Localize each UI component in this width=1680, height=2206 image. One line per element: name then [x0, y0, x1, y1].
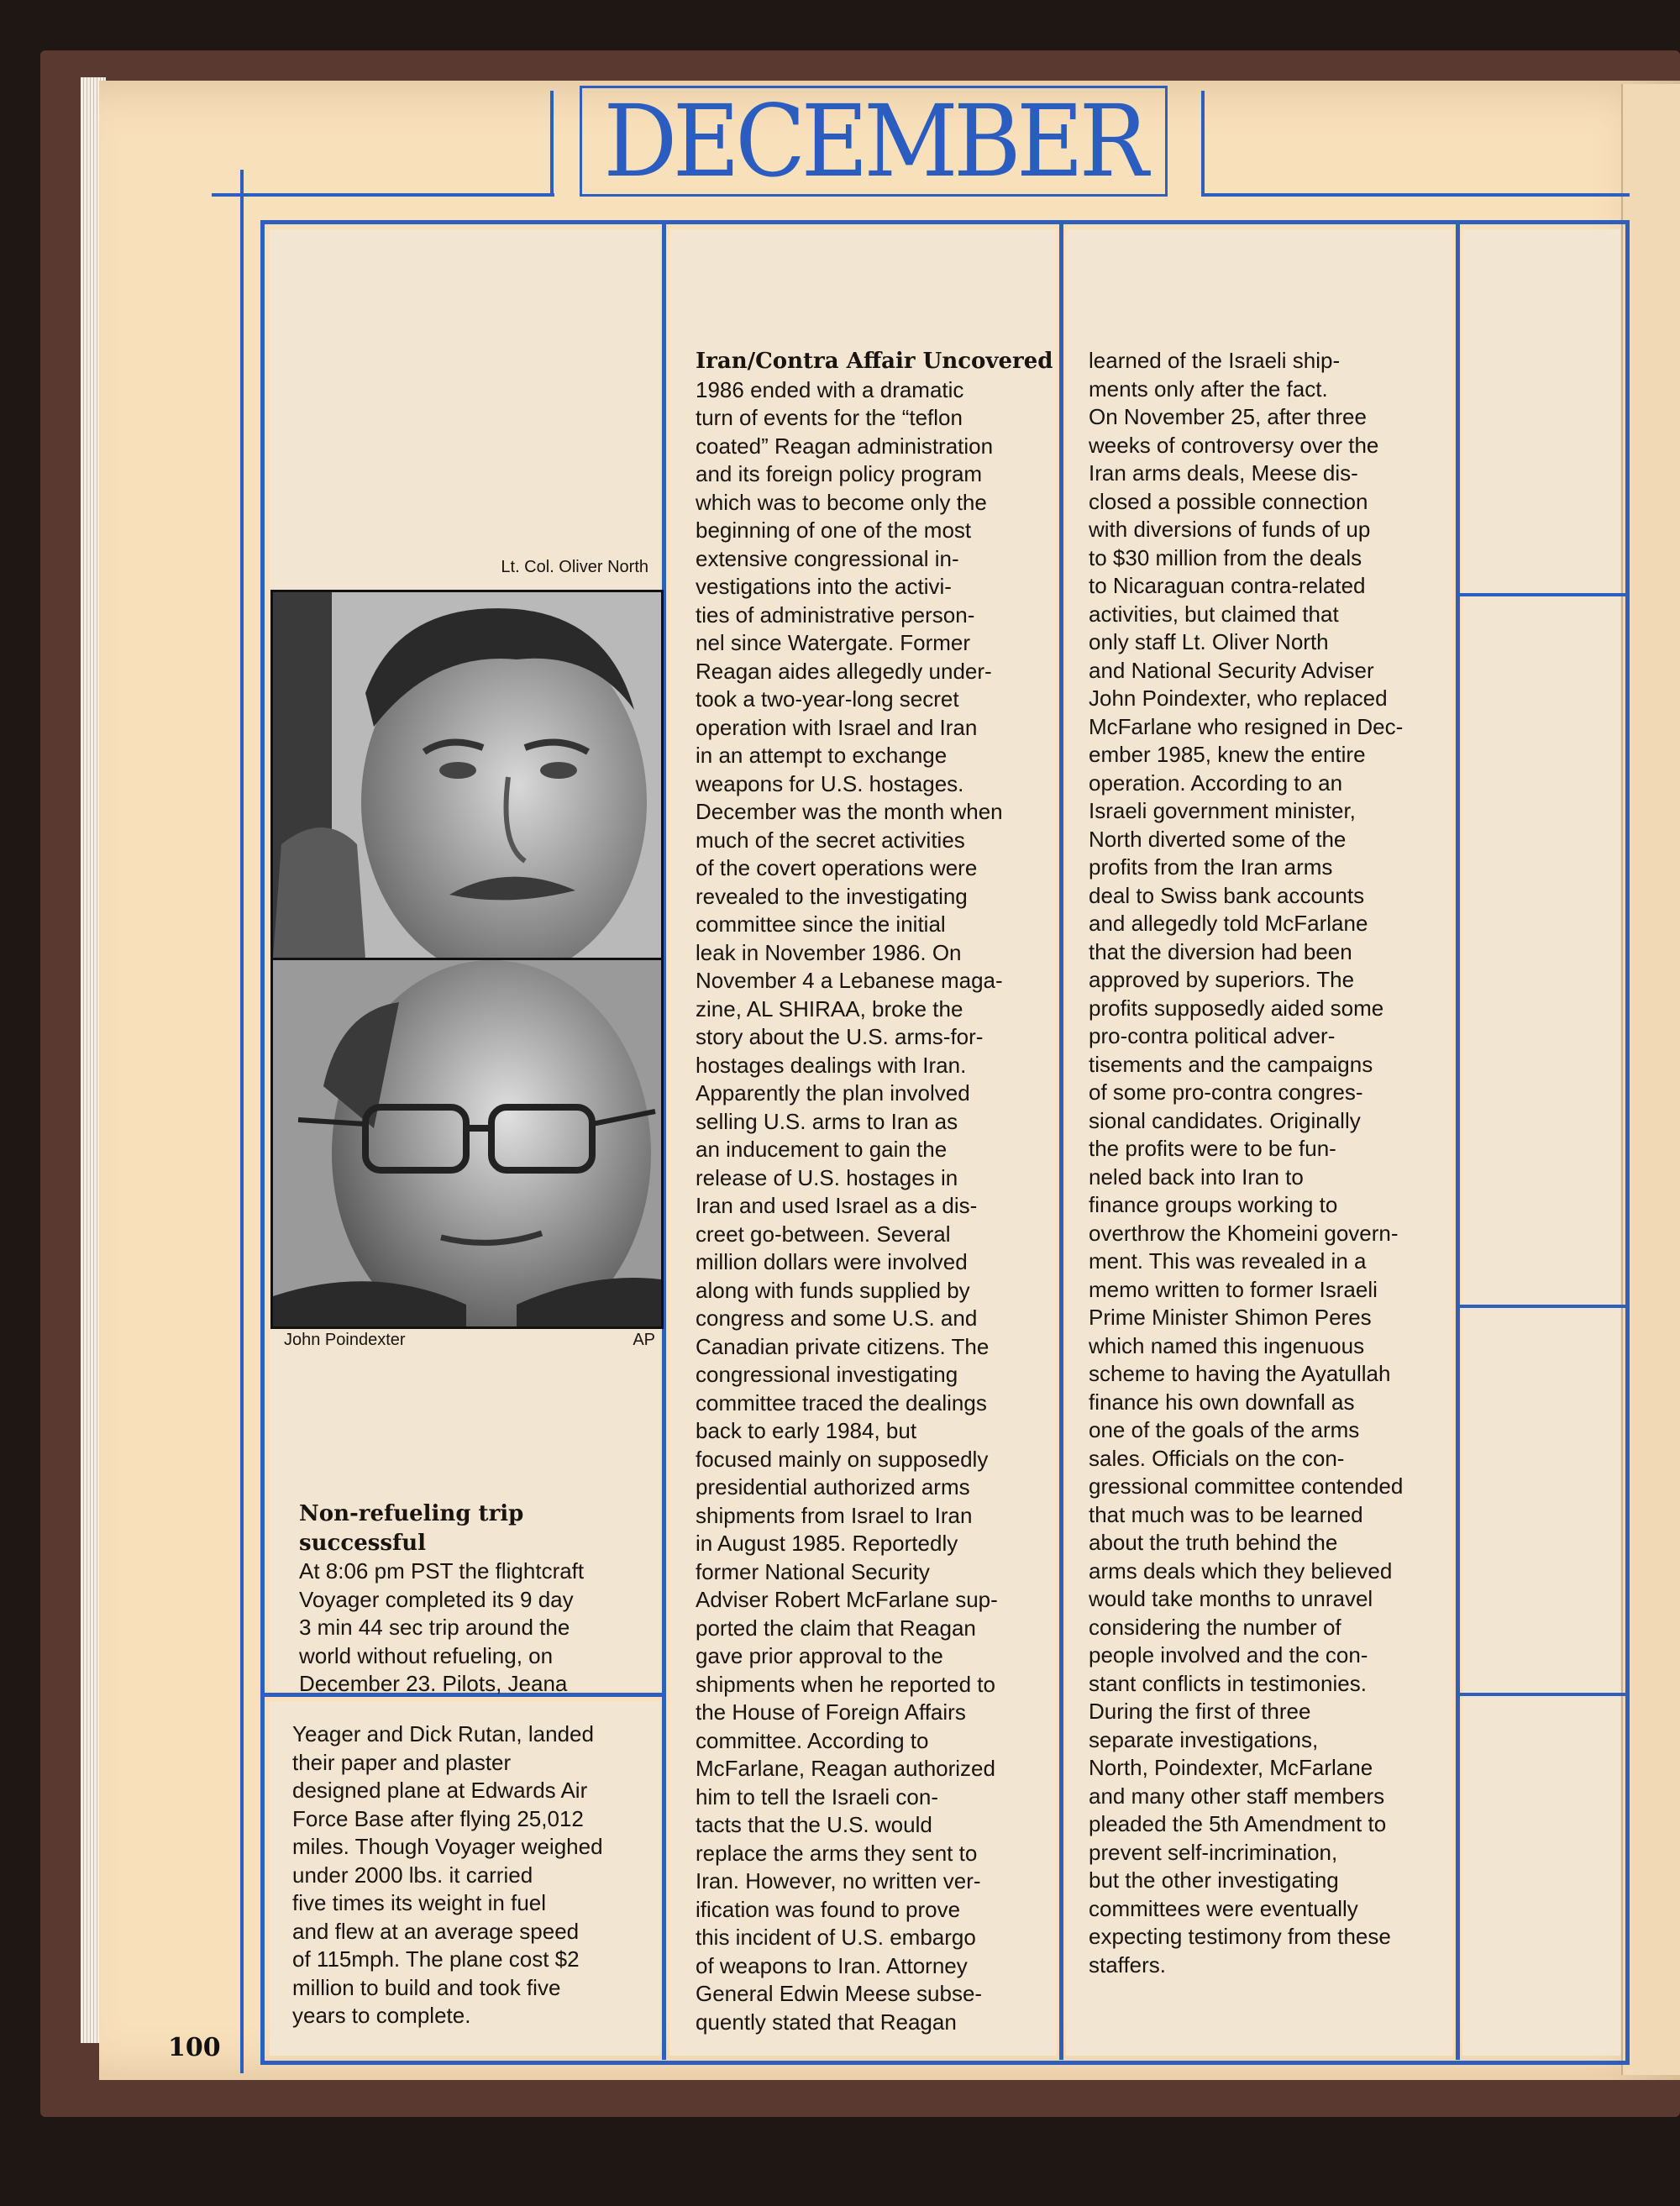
article-line: considering the number of — [1089, 1614, 1341, 1640]
article-line: John Poindexter, who replaced — [1089, 685, 1388, 711]
article-line: to Nicaraguan contra-related — [1089, 573, 1366, 598]
article-line: presidential authorized arms — [696, 1474, 970, 1500]
article-line: shipments when he reported to — [696, 1671, 995, 1697]
article-line: closed a possible connection — [1089, 488, 1368, 514]
row-divider — [1458, 1693, 1626, 1696]
voyager-line: world without refueling, on — [299, 1642, 554, 1668]
article-line: of some pro-contra congres- — [1089, 1079, 1363, 1105]
voyager-line: under 2000 lbs. it carried — [292, 1862, 533, 1888]
article-line: operation. According to an — [1089, 769, 1343, 796]
article-line: expecting testimony from these — [1089, 1924, 1391, 1949]
article-line: deal to Swiss bank accounts — [1089, 882, 1365, 908]
article-line: quently stated that Reagan — [696, 2009, 957, 2035]
voyager-line: of 115mph. The plane cost $2 — [292, 1946, 580, 1972]
article-line: Iran. However, no written ver- — [696, 1868, 981, 1893]
article-line: to $30 million from the deals — [1089, 544, 1362, 570]
article-line: release of U.S. hostages in — [696, 1164, 958, 1190]
iran-contra-headline: Iran/Contra Affair Uncovered — [696, 349, 1053, 374]
article-line: December was the month when — [696, 799, 1003, 824]
article-line: Iran and used Israel as a dis- — [696, 1193, 978, 1218]
article-line: Reagan aides allegedly under- — [696, 658, 992, 684]
article-line: memo written to former Israeli — [1089, 1276, 1378, 1302]
article-line: committee. According to — [696, 1727, 929, 1753]
article-line: ember 1985, knew the entire — [1089, 742, 1366, 767]
row-divider — [1458, 593, 1626, 596]
article-line: took a two-year-long secret — [696, 686, 959, 712]
article-line: North, Poindexter, McFarlane — [1089, 1755, 1373, 1780]
article-line: the House of Foreign Affairs — [696, 1699, 966, 1725]
column-4 — [1462, 229, 1620, 2056]
voyager-line: Voyager completed its 9 day — [299, 1586, 574, 1612]
article-line: overthrow the Khomeini govern- — [1089, 1220, 1399, 1246]
article-line: that the diversion had been — [1089, 938, 1352, 964]
article-line: committees were eventually — [1089, 1895, 1358, 1921]
article-line: in August 1985. Reportedly — [696, 1531, 958, 1556]
voyager-line: Yeager and Dick Rutan, landed — [292, 1721, 594, 1746]
header-rule-left — [212, 193, 554, 197]
article-line: tacts that the U.S. would — [696, 1812, 932, 1837]
iran-contra-column-2 — [1089, 347, 1450, 1979]
article-line: arms deals which they believed — [1089, 1557, 1393, 1584]
article-line: staffers. — [1089, 1951, 1167, 1978]
article-line: beginning of one of the most — [696, 517, 972, 543]
article-line: separate investigations, — [1089, 1726, 1319, 1752]
voyager-story-bottom — [292, 1720, 654, 2030]
article-line: which was to become only the — [696, 489, 987, 515]
voyager-line: 3 min 44 sec trip around the — [299, 1615, 570, 1640]
article-line: but the other investigating — [1089, 1867, 1339, 1893]
voyager-line: designed plane at Edwards Air — [292, 1778, 588, 1803]
article-line: revealed to the investigating — [696, 883, 968, 909]
voyager-line: five times its weight in fuel — [292, 1890, 547, 1915]
article-line: congressional investigating — [696, 1362, 958, 1387]
page-title: DECEMBER — [603, 83, 1144, 199]
article-line: pro-contra political adver- — [1089, 1023, 1336, 1048]
voyager-line: million to build and took five — [292, 1974, 561, 2000]
voyager-line: Force Base after flying 25,012 — [292, 1805, 584, 1831]
article-line: neled back into Iran to — [1089, 1163, 1304, 1190]
voyager-line: miles. Though Voyager weighed — [292, 1834, 603, 1859]
next-page-edge — [1621, 84, 1680, 2075]
article-line: learned of the Israeli ship- — [1089, 348, 1341, 373]
article-line: focused mainly on supposedly — [696, 1446, 989, 1472]
article-line: Adviser Robert McFarlane sup- — [696, 1587, 998, 1612]
article-line: people involved and the con- — [1089, 1642, 1368, 1668]
photo-john-poindexter — [270, 958, 664, 1329]
article-line: with diversions of funds of up — [1089, 517, 1371, 542]
article-line: prevent self-incrimination, — [1089, 1839, 1338, 1865]
article-line: finance groups working to — [1089, 1192, 1338, 1217]
column-divider — [1456, 223, 1460, 2060]
article-line: finance his own downfall as — [1089, 1389, 1355, 1415]
article-line: Israeli government minister, — [1089, 798, 1356, 823]
article-line: million dollars were involved — [696, 1249, 968, 1274]
voyager-line: December 23. Pilots, Jeana — [299, 1671, 568, 1696]
article-line: General Edwin Meese subse- — [696, 1981, 983, 2006]
photo-credit: AP — [633, 1331, 655, 1349]
voyager-line: years to complete. — [292, 2003, 471, 2028]
article-line: which named this ingenuous — [1089, 1332, 1365, 1358]
article-line: congress and some U.S. and — [696, 1305, 978, 1331]
article-line: ment. This was revealed in a — [1089, 1248, 1367, 1274]
article-line: 1986 ended with a dramatic — [696, 376, 964, 402]
article-line: coated” Reagan administration — [696, 433, 994, 459]
article-line: only staff Lt. Oliver North — [1089, 629, 1329, 654]
article-line: about the truth behind the — [1089, 1530, 1338, 1555]
article-line: of weapons to Iran. Attorney — [696, 1952, 968, 1978]
header-rule-right — [1201, 193, 1630, 197]
article-line: and allegedly told McFarlane — [1089, 911, 1368, 936]
article-line: back to early 1984, but — [696, 1418, 917, 1443]
article-line: weapons for U.S. hostages. — [696, 770, 964, 796]
article-line: Iran arms deals, Meese dis- — [1089, 460, 1358, 486]
article-line: replace the arms they sent to — [696, 1840, 978, 1866]
article-line: and National Security Adviser — [1089, 657, 1374, 683]
article-line: operation with Israel and Iran — [696, 714, 978, 740]
article-line: selling U.S. arms to Iran as — [696, 1108, 958, 1134]
article-line: shipments from Israel to Iran — [696, 1502, 973, 1528]
voyager-headline: Non-refueling trip successful — [299, 1501, 524, 1556]
iran-contra-column-1 — [696, 347, 1055, 2036]
photo-caption-poindexter: John Poindexter — [284, 1331, 406, 1349]
article-line: North diverted some of the — [1089, 826, 1347, 852]
article-line: zine, AL SHIRAA, broke the — [696, 995, 963, 1022]
article-line: him to tell the Israeli con- — [696, 1783, 939, 1809]
iran-contra-col1-lines — [696, 376, 1055, 2037]
article-line: extensive congressional in- — [696, 545, 959, 571]
article-line: Prime Minister Shimon Peres — [1089, 1305, 1372, 1330]
article-line: Canadian private citizens. The — [696, 1333, 990, 1359]
photo-oliver-north — [270, 590, 664, 961]
article-line: committee traced the dealings — [696, 1389, 987, 1416]
article-line: committee since the initial — [696, 911, 946, 937]
article-line: and many other staff members — [1089, 1783, 1385, 1809]
article-line: vestigations into the activi- — [696, 574, 952, 599]
article-line: activities, but claimed that — [1089, 601, 1339, 627]
row-divider — [1458, 1305, 1626, 1308]
article-line: On November 25, after three — [1089, 404, 1367, 429]
article-line: profits from the Iran arms — [1089, 854, 1333, 880]
header-rule-left-vertical — [550, 91, 554, 197]
voyager-line: and flew at an average speed — [292, 1918, 580, 1944]
article-line: nel since Watergate. Former — [696, 630, 971, 655]
article-line: creet go-between. Several — [696, 1221, 951, 1247]
article-line: would take months to unravel — [1089, 1586, 1373, 1611]
article-line: stant conflicts in testimonies. — [1089, 1670, 1367, 1696]
article-line: gressional committee contended — [1089, 1473, 1404, 1499]
article-line: pleaded the 5th Amendment to — [1089, 1811, 1387, 1836]
iran-contra-col2-lines — [1089, 347, 1450, 1979]
article-line: profits supposedly aided some — [1089, 995, 1384, 1021]
article-line: sales. Officials on the con- — [1089, 1445, 1345, 1471]
page-number: 100 — [168, 2033, 221, 2062]
article-line: the profits were to be fun- — [1089, 1136, 1336, 1161]
article-line: leak in November 1986. On — [696, 939, 962, 965]
article-line: turn of events for the “teflon — [696, 405, 963, 430]
john-poindexter-portrait-icon — [273, 960, 661, 1326]
article-line: in an attempt to exchange — [696, 743, 948, 768]
article-line: and its foreign policy program — [696, 461, 983, 486]
header-rule-right-vertical — [1201, 91, 1205, 197]
article-line: this incident of U.S. embargo — [696, 1925, 976, 1950]
article-line: that much was to be learned — [1089, 1501, 1363, 1527]
article-line: approved by superiors. The — [1089, 967, 1355, 992]
voyager-story-top — [299, 1500, 652, 1699]
article-line: much of the secret activities — [696, 827, 965, 853]
voyager-line: their paper and plaster — [292, 1749, 512, 1775]
article-line: November 4 a Lebanese maga- — [696, 968, 1003, 993]
article-line: scheme to having the Ayatullah — [1089, 1361, 1391, 1386]
article-line: hostages dealings with Iran. — [696, 1052, 967, 1078]
article-line: During the first of three — [1089, 1699, 1311, 1724]
article-line: of the covert operations were — [696, 855, 978, 880]
article-line: an inducement to gain the — [696, 1137, 948, 1162]
article-line: ported the claim that Reagan — [696, 1615, 976, 1641]
article-line: story about the U.S. arms-for- — [696, 1024, 984, 1049]
article-line: McFarlane who resigned in Dec- — [1089, 713, 1404, 739]
photo-caption-north: Lt. Col. Oliver North — [501, 558, 648, 576]
article-line: one of the goals of the arms — [1089, 1417, 1360, 1442]
article-line: ties of administrative person- — [696, 601, 975, 628]
oliver-north-portrait-icon — [273, 592, 661, 959]
article-line: Apparently the plan involved — [696, 1080, 970, 1106]
article-line: former National Security — [696, 1558, 930, 1584]
article-line: McFarlane, Reagan authorized — [696, 1756, 995, 1781]
article-line: gave prior approval to the — [696, 1643, 943, 1668]
article-line: tisements and the campaigns — [1089, 1051, 1373, 1077]
column-divider — [1059, 223, 1063, 2060]
article-line: ments only after the fact. — [1089, 376, 1328, 402]
outer-frame-left — [240, 170, 244, 2073]
article-line: along with funds supplied by — [696, 1277, 970, 1303]
article-line: weeks of controversy over the — [1089, 432, 1379, 458]
article-line: ification was found to prove — [696, 1896, 961, 1922]
voyager-line: At 8:06 pm PST the flightcraft — [299, 1558, 585, 1584]
article-line: sional candidates. Originally — [1089, 1107, 1361, 1133]
